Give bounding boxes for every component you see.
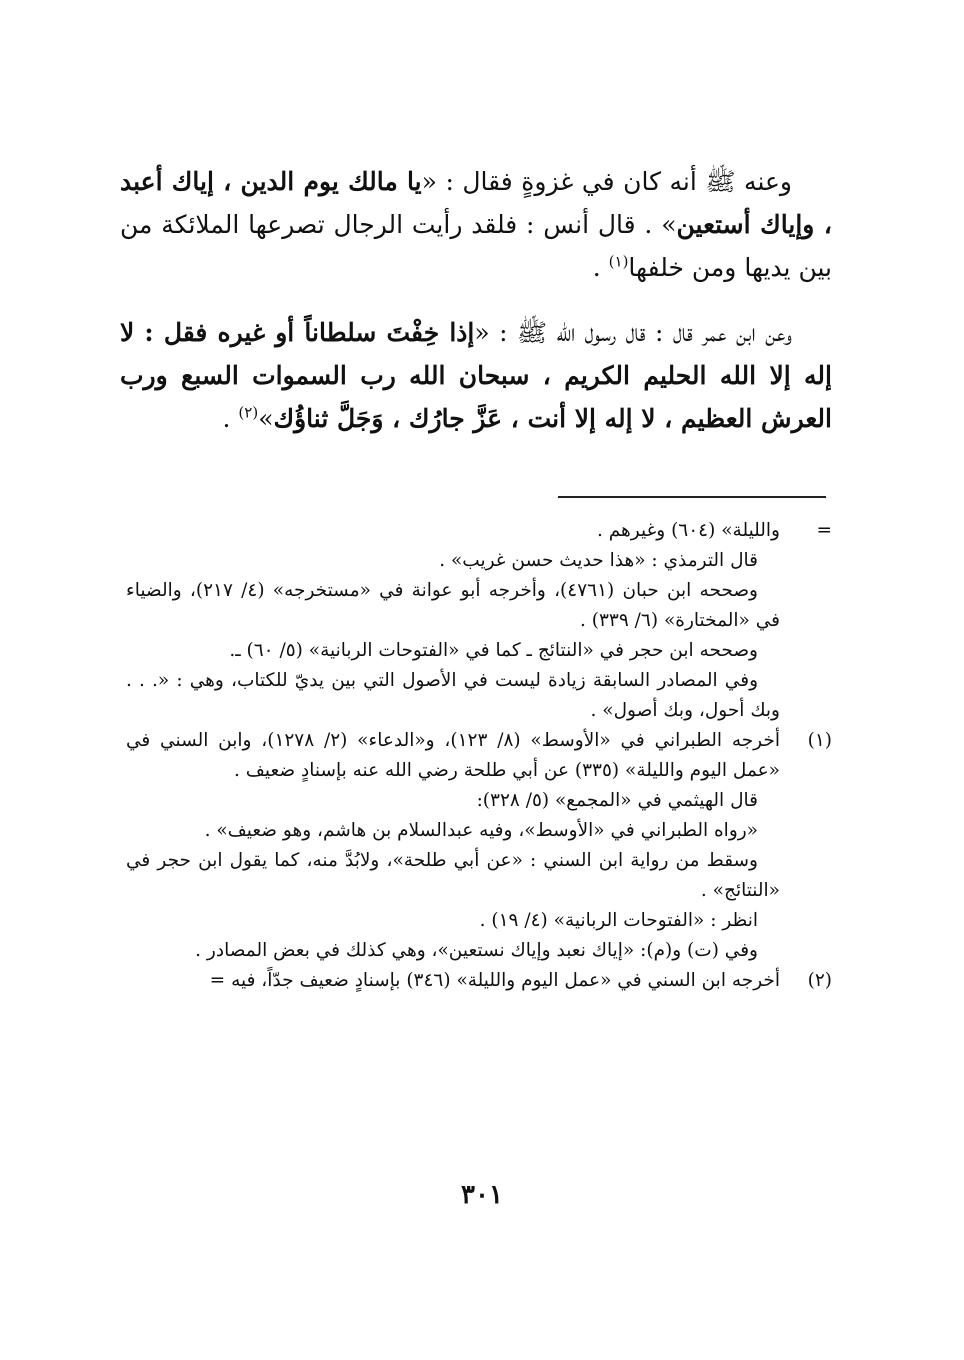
footnote-line: وصححه ابن حجر في «النتائج ـ كما في «الفتوحات الربانية» (٥/ ٦٠) ـ.	[229, 640, 758, 661]
footnote-ref-2: (٢)	[238, 403, 259, 422]
continuation-mark: =	[816, 520, 832, 541]
main-text	[120, 160, 832, 462]
footnote-1-mark: (١)	[807, 730, 832, 751]
footnote-line: وصححه ابن حبان (٤٧٦١)، وأخرجه أبو عوانة في «مستخرجه» (٤/ ٢١٧)، والضياء في «المختارة» (٦/ ٣٣٩) .	[126, 580, 780, 631]
footnote-line: والليلة» (٦٠٤) وغيرهم .	[596, 520, 780, 541]
page-number: ٣٠١	[461, 1180, 503, 1210]
footnote-ref-1: (١)	[608, 252, 629, 271]
para2-close: »	[258, 404, 274, 433]
footnote-line: أخرجه الطبراني في «الأوسط» (٨/ ١٢٣)، و«الدعاء» (٢/ ١٢٧٨)، وابن السني في «عمل اليوم والليلة» (٣٣٥) عن أبي طلحة رضي الله عنه بإسنادٍ ضعيف .	[126, 730, 780, 781]
footnote-2	[126, 966, 832, 996]
footnote-2-mark: (٢)	[807, 970, 832, 991]
para1-intro: وعنه ﷺ أنه كان في غزوةٍ فقال : «	[421, 167, 792, 196]
footnote-line: قال الترمذي : «هذا حديث حسن غريب» .	[439, 550, 758, 571]
para2-intro: وعن ابن عمر قال : قال رسول الله ﷺ : «	[474, 318, 792, 347]
para2-quote: إذا خِفْتَ سلطاناً أو غيره فقل : لا إله إلا الله الحليم الكريم ، سبحان الله رب السموات السبع ورب العرش العظيم ، لا إله إلا أنت ، عَزَّ جارُك ، وَجَلَّ ثناؤُك	[120, 318, 832, 433]
footnote-line: وسقط من رواية ابن السني : «عن أبي طلحة»، ولابُدَّ منه، كما يقول ابن حجر في «النتائج» .	[126, 850, 780, 901]
para2-end: .	[222, 404, 239, 433]
paragraph-hadith-2	[120, 311, 832, 440]
footnote-1	[126, 726, 832, 966]
footnote-line: قال الهيثمي في «المجمع» (٥/ ٣٢٨):	[476, 790, 758, 811]
para1-rest: » . قال أنس : فلقد رأيت الرجال تصرعها الملائكة من بين يديها ومن خلفها	[120, 210, 832, 282]
footnote-line: وفي (ت) و(م): «إياك نعبد وإياك نستعين»، وهي كذلك في بعض المصادر .	[195, 940, 758, 961]
footnote-line: انظر : «الفتوحات الربانية» (٤/ ١٩) .	[479, 910, 758, 931]
para1-end: .	[592, 253, 609, 282]
footnote-line	[126, 966, 780, 996]
footnote-line: «رواه الطبراني في «الأوسط»، وفيه عبدالسلام بن هاشم، وهو ضعيف» .	[204, 820, 758, 841]
footnote-2-text: أخرجه ابن السني في «عمل اليوم والليلة» (٣٤٦) بإسنادٍ ضعيف جدّاً، فيه	[231, 970, 780, 991]
footnote-separator	[558, 496, 826, 498]
continues-mark: =	[209, 970, 226, 991]
footnote-continuation	[126, 516, 832, 726]
footnotes	[126, 516, 832, 996]
footnote-line: وفي المصادر السابقة زيادة ليست في الأصول التي بين يديّ للكتاب، وهي : «. . . وبك أحول، وبك أصول» .	[126, 670, 780, 721]
para1-quote: يا مالك يوم الدين ، إياك أعبد ، وإياك أستعين	[120, 167, 832, 239]
paragraph-hadith-1	[120, 160, 832, 289]
